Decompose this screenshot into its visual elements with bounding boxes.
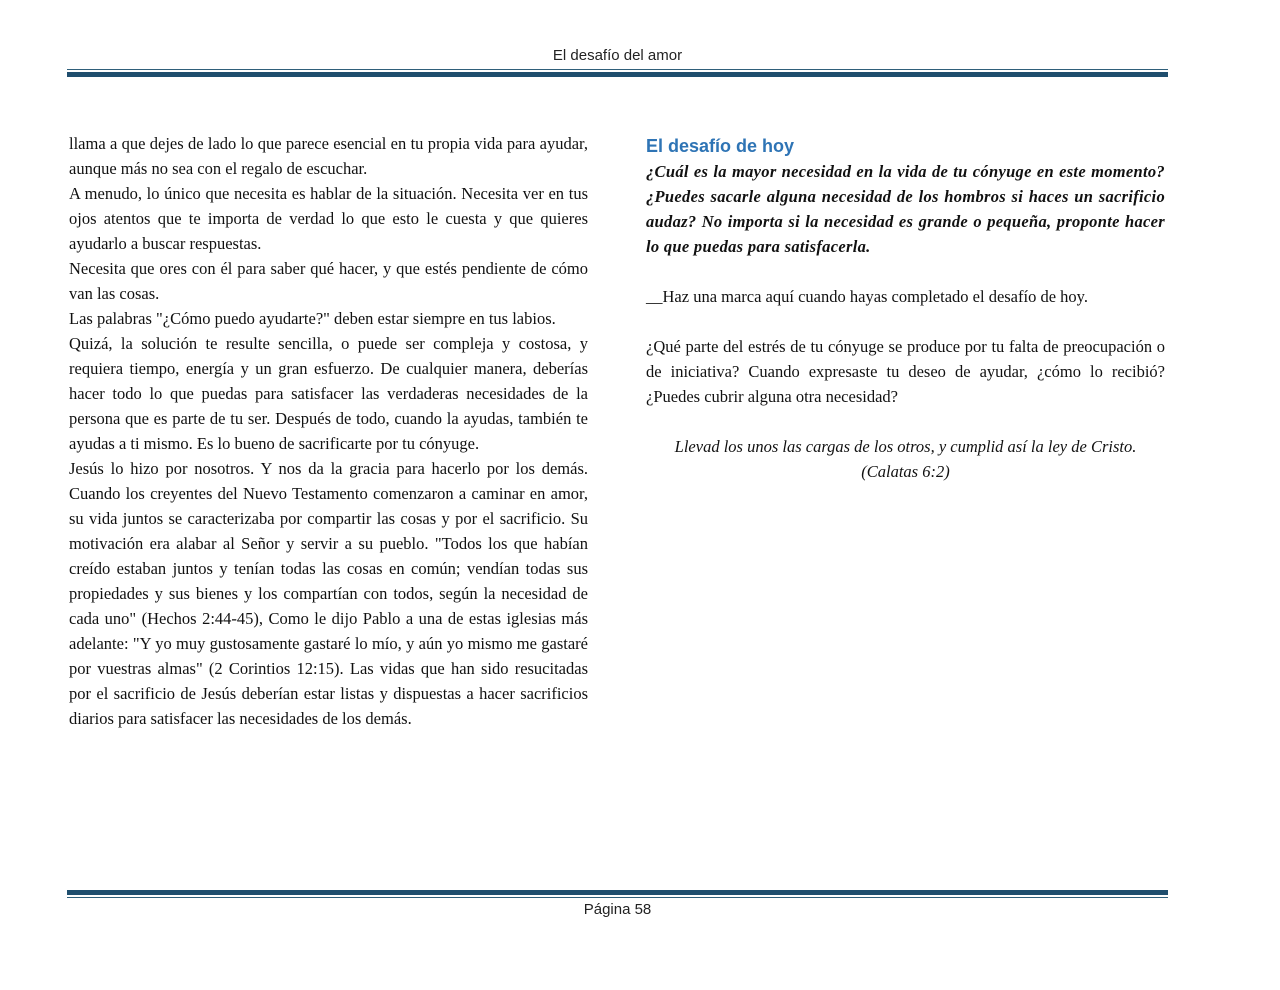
- body-paragraph: A menudo, lo único que necesita es hablar de la situación. Necesita ver en tus ojos atentos que te importa de verdad lo que esto le cuesta y que quieres ayudarlo a buscar respuestas.: [69, 184, 588, 253]
- body-paragraph: Quizá, la solución te resulte sencilla, o puede ser compleja y costosa, y requiera tiempo, energía y un gran esfuerzo. De cualquier manera, deberías hacer todo lo que puedas para satisfacer las verdaderas necesidades de la persona que es parte de tu ser. Después de todo, cuando la ayudas, también te ayudas a ti mismo. Es lo bueno de sacrificarte por tu cónyuge.: [69, 334, 588, 453]
- footer-rule-thick: [67, 890, 1168, 895]
- scripture-verse: [646, 434, 1165, 484]
- body-paragraph: Jesús lo hizo por nosotros. Y nos da la gracia para hacerlo por los demás. Cuando los creyentes del Nuevo Testamento comenzaron a caminar en amor, su vida juntos se caracterizaba por compartir las cosas y por el sacrificio. Su motivación era alabar al Señor y servir a su pueblo. "Todos los que habían creído estaban juntos y tenían todas las cosas en común; vendían todas sus propiedades y sus bienes y los compartían con todos, según la necesidad de cada uno" (Hechos 2:44-45), Como le dijo Pablo a una de estas iglesias más adelante: "Y yo muy gustosamente gastaré lo mío, y aún yo mismo me gastaré por vuestras almas" (2 Corintios 12:15). Las vidas que han sido resucitadas por el sacrificio de Jesús deberían estar listas y dispuestas a hacer sacrificios diarios para satisfacer las necesidades de los demás.: [69, 459, 588, 728]
- reflection-question: ¿Qué parte del estrés de tu cónyuge se produce por tu falta de preocupación o de iniciativa? Cuando expresaste tu deseo de ayudar, ¿cómo lo recibió? ¿Puedes cubrir alguna otra necesidad?: [646, 337, 1165, 406]
- section-heading: El desafío de hoy: [646, 136, 795, 156]
- verse-text: Llevad los unos las cargas de los otros, y cumplid así la ley de Cristo.: [674, 437, 1137, 456]
- header-rule-thin: [67, 69, 1168, 70]
- body-paragraph: Las palabras "¿Cómo puedo ayudarte?" deben estar siempre en tus labios.: [69, 309, 556, 328]
- running-header: El desafío del amor: [552, 47, 683, 64]
- left-column: [69, 131, 588, 731]
- page-number: Página 58: [583, 901, 652, 918]
- challenge-question: ¿Cuál es la mayor necesidad en la vida de tu cónyuge en este momento? ¿Puedes sacarle alguna necesidad de los hombros si haces un sacrificio audaz? No importa si la necesidad es grande o pequeña, proponte hacer lo que puedas para satisfacerla.: [646, 162, 1165, 256]
- body-paragraph: llama a que dejes de lado lo que parece esencial en tu propia vida para ayudar, aunque más no sea con el regalo de escuchar.: [69, 134, 588, 178]
- footer-rule-thin: [67, 897, 1168, 898]
- body-paragraph: Necesita que ores con él para saber qué hacer, y que estés pendiente de cómo van las cosas.: [69, 259, 588, 303]
- header-rule-thick: [67, 72, 1168, 77]
- right-column: [646, 133, 1165, 484]
- completion-checkmark-line: __Haz una marca aquí cuando hayas completado el desafío de hoy.: [646, 287, 1088, 306]
- verse-reference: (Calatas 6:2): [861, 462, 950, 481]
